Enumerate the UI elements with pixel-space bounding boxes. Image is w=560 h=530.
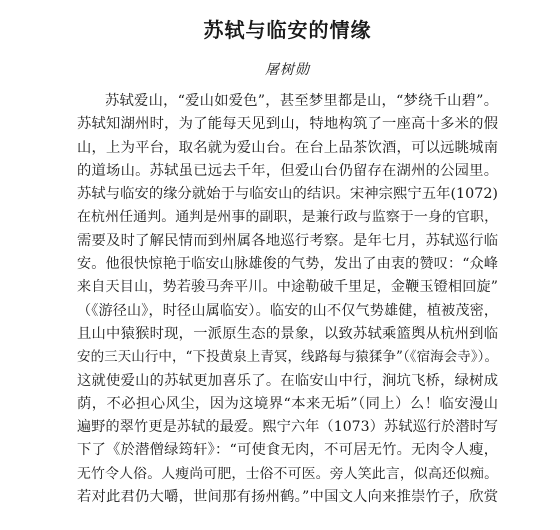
body-line: 来自天目山，势若骏马奔平川。中途勒破千里足，金鞭玉镫相回旋” [77,279,498,296]
body-line: 苏轼与临安的缘分就始于与临安山的结识。宋神宗熙宁五年(1072) [77,186,498,203]
article-body [77,90,498,509]
body-line: 需要及时了解民情而到州属各地巡行考察。是年七月，苏轼巡行临 [77,232,498,249]
body-line: 的道场山。苏轼虽已远去千年，但爱山台仍留存在湖州的公园里。 [77,162,498,179]
body-line: 遍野的翠竹更是苏轼的最爱。熙宁六年（1073）苏轼巡行於潜时写 [77,419,498,436]
body-line: 这就使爱山的苏轼更加喜乐了。在临安山中行，涧坑飞桥，绿树成 [77,372,498,389]
body-line: 若对此君仍大嚼，世间那有扬州鹤。”中国文人向来推崇竹子，欣赏 [77,489,498,506]
body-line: 安的三天山行中，“下投黄泉上青冥，线路每与猿猱争”（《宿海会寺》）。 [77,349,498,366]
body-line: 苏轼爱山，“爱山如爱色”，甚至梦里都是山，“梦绕千山碧”。 [105,93,498,109]
body-line: 且山中猿猴时现，一派原生态的景象，以致苏轼乘篮舆从杭州到临 [77,325,498,342]
article-title: 苏轼与临安的情缘 [203,18,372,42]
body-line: 在杭州任通判。通判是州事的副职，是兼行政与监察于一身的官职， [77,209,498,226]
body-line: 荫，不必担心风尘，因为这境界“本来无垢”（同上）么！临安漫山 [77,395,498,412]
body-line: （《游径山》，时径山属临安）。临安的山不仅气势雄健，植被茂密， [77,302,498,319]
article-author: 屠树勋 [265,62,310,78]
body-line: 山，上为平台，取名就为爱山台。在台上品茶饮酒，可以远眺城南 [77,139,498,156]
body-line: 无竹令人俗。人瘦尚可肥，士俗不可医。旁人笑此言，似高还似痴。 [77,465,498,482]
body-line: 安。他很快惊艳于临安山脉雄俊的气势，发出了由衷的赞叹：“众峰 [77,256,498,273]
body-line: 苏轼知湖州时，为了能每天见到山，特地构筑了一座高十多米的假 [77,116,498,133]
body-line: 下了《於潜僧绿筠轩》：“可使食无肉，不可居无竹。无肉令人瘦， [77,442,498,459]
